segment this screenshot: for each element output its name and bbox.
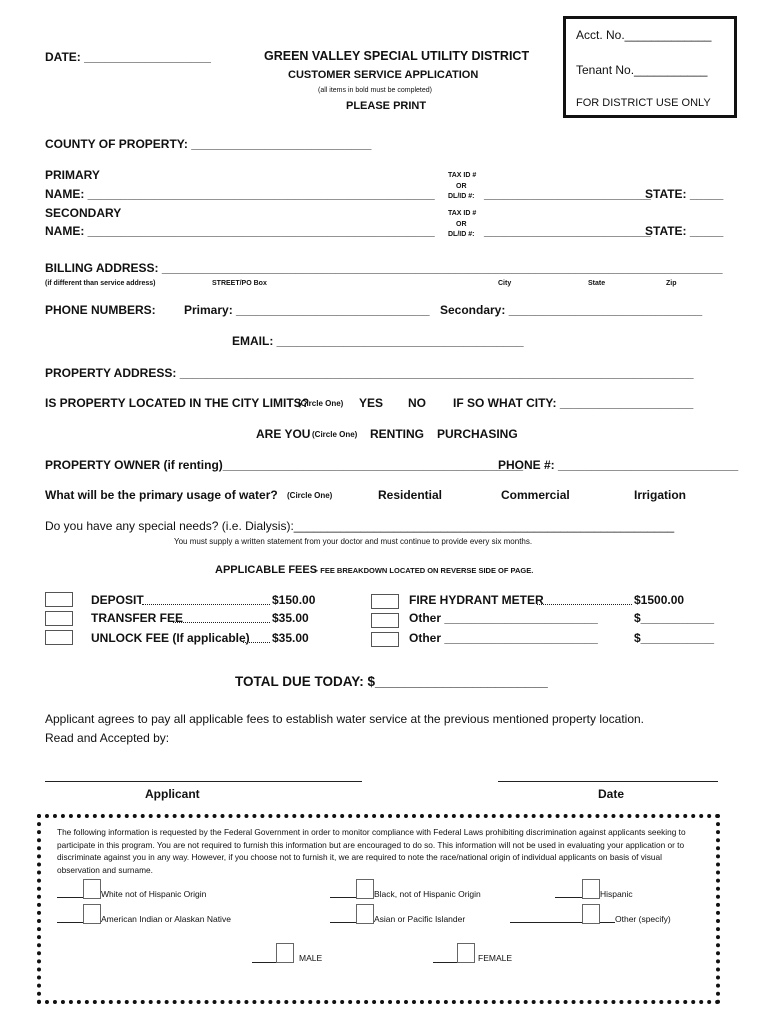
unlock-leader	[243, 642, 270, 643]
usage-irrigation[interactable]: Irrigation	[634, 488, 687, 502]
hispanic-label: Hispanic	[600, 889, 633, 899]
male-line[interactable]	[252, 962, 276, 963]
special-needs-note: You must supply a written statement from your doctor and must continue to provide every six months.	[174, 537, 533, 546]
date-signature-line[interactable]	[498, 781, 718, 782]
applicant-signature-line[interactable]	[45, 781, 362, 782]
secondary-phone-field[interactable]: Secondary: _____________________________	[440, 303, 703, 317]
date-label: Date	[598, 787, 625, 801]
unlock-label: UNLOCK FEE (If applicable)	[91, 631, 250, 645]
white-label: White not of Hispanic Origin	[101, 889, 207, 899]
city-limits-circle-note: (Circle One)	[298, 399, 344, 408]
primary-dl-label: DL/ID #:	[448, 193, 475, 200]
female-line[interactable]	[433, 962, 457, 963]
applicable-fees-title: APPLICABLE FEES	[215, 564, 318, 576]
purchasing-option[interactable]: PURCHASING	[437, 427, 518, 441]
primary-state-field[interactable]: STATE: _____	[645, 187, 724, 201]
are-you-circle-note: (Circle One)	[312, 430, 358, 439]
primary-phone-field[interactable]: Primary: _____________________________	[184, 303, 430, 317]
billing-address-field[interactable]: BILLING ADDRESS: ____________________________________________________________________________________	[45, 261, 723, 275]
district-use-label: FOR DISTRICT USE ONLY	[576, 97, 711, 109]
primary-name-field[interactable]: NAME: ____________________________________________________	[45, 187, 435, 201]
secondary-state-field[interactable]: STATE: _____	[645, 224, 724, 238]
acct-no-field[interactable]: Acct. No._____________	[576, 28, 712, 42]
native-checkbox[interactable]	[83, 904, 101, 924]
phone-numbers-label: PHONE NUMBERS:	[45, 303, 156, 317]
transfer-checkbox[interactable]	[45, 611, 73, 626]
hydrant-amount: $1500.00	[634, 593, 685, 607]
secondary-name-field[interactable]: NAME: ____________________________________________________	[45, 224, 435, 238]
secondary-dl-label: DL/ID #:	[448, 231, 475, 238]
special-needs-field[interactable]: Do you have any special needs? (i.e. Dialysis):_________________________________________________________	[45, 519, 675, 533]
billing-city-label: City	[498, 280, 512, 287]
asian-checkbox[interactable]	[356, 904, 374, 924]
form-title: CUSTOMER SERVICE APPLICATION	[288, 69, 479, 81]
other-race-label: Other (specify)	[615, 914, 671, 924]
primary-or-label: OR	[456, 183, 467, 190]
other1-field[interactable]: Other _______________________	[409, 611, 598, 625]
other2-checkbox[interactable]	[371, 632, 399, 647]
other2-field[interactable]: Other _______________________	[409, 631, 598, 645]
other-race-line-2[interactable]	[600, 922, 615, 923]
deposit-label: DEPOSIT	[91, 593, 144, 607]
tenant-no-field[interactable]: Tenant No.___________	[576, 63, 708, 77]
male-label: MALE	[299, 953, 323, 963]
white-checkbox[interactable]	[83, 879, 101, 899]
native-label: American Indian or Alaskan Native	[101, 914, 231, 924]
deposit-checkbox[interactable]	[45, 592, 73, 607]
applicable-fees-subtitle: – FEE BREAKDOWN LOCATED ON REVERSE SIDE OF PAGE.	[314, 566, 534, 575]
secondary-or-label: OR	[456, 221, 467, 228]
usage-question: What will be the primary usage of water?	[45, 488, 278, 502]
date-field[interactable]: DATE: ___________________	[45, 50, 211, 64]
hydrant-checkbox[interactable]	[371, 594, 399, 609]
other-race-checkbox[interactable]	[582, 904, 600, 924]
other2-amount-field[interactable]: $___________	[634, 631, 715, 645]
district-use-box	[563, 16, 737, 118]
county-field[interactable]: COUNTY OF PROPERTY: ___________________________	[45, 137, 372, 151]
read-accepted-text: Read and Accepted by:	[45, 731, 170, 745]
billing-note: (if different than service address)	[45, 280, 156, 287]
secondary-id-field[interactable]: _________________________	[484, 224, 651, 238]
hydrant-label: FIRE HYDRANT METER	[409, 593, 544, 607]
email-field[interactable]: EMAIL: _____________________________________	[232, 334, 524, 348]
owner-phone-field[interactable]: PHONE #: ___________________________	[498, 458, 739, 472]
hispanic-checkbox[interactable]	[582, 879, 600, 899]
property-owner-field[interactable]: PROPERTY OWNER (if renting)_____________________________________________	[45, 458, 524, 472]
white-line[interactable]	[57, 897, 83, 898]
hydrant-leader	[537, 604, 632, 605]
primary-id-field[interactable]: _________________________	[484, 187, 651, 201]
usage-residential[interactable]: Residential	[378, 488, 443, 502]
are-you-question: ARE YOU	[256, 427, 311, 441]
black-checkbox[interactable]	[356, 879, 374, 899]
agreement-text: Applicant agrees to pay all applicable fees to establish water service at the previous mentioned property location.	[45, 712, 645, 726]
usage-commercial[interactable]: Commercial	[501, 488, 570, 502]
primary-label: PRIMARY	[45, 168, 100, 182]
renting-option[interactable]: RENTING	[370, 427, 424, 441]
please-print: PLEASE PRINT	[346, 100, 427, 112]
billing-street-label: STREET/PO Box	[212, 280, 267, 287]
total-due-field[interactable]: TOTAL DUE TODAY: $_______________________	[235, 674, 548, 689]
hispanic-line[interactable]	[555, 897, 582, 898]
unlock-checkbox[interactable]	[45, 630, 73, 645]
asian-label: Asian or Pacific Islander	[374, 914, 466, 924]
required-note: (all items in bold must be completed)	[318, 87, 432, 94]
billing-zip-label: Zip	[666, 280, 677, 287]
usage-circle-note: (Circle One)	[287, 491, 333, 500]
applicant-label: Applicant	[145, 787, 200, 801]
unlock-amount: $35.00	[272, 631, 309, 645]
transfer-label: TRANSFER FEE	[91, 611, 184, 625]
city-name-field[interactable]: IF SO WHAT CITY: ____________________	[453, 396, 694, 410]
black-label: Black, not of Hispanic Origin	[374, 889, 481, 899]
native-line[interactable]	[57, 922, 83, 923]
other1-checkbox[interactable]	[371, 613, 399, 628]
black-line[interactable]	[330, 897, 356, 898]
other-race-line[interactable]	[510, 922, 582, 923]
transfer-leader	[173, 622, 270, 623]
female-checkbox[interactable]	[457, 943, 475, 963]
federal-notice: The following information is requested by the Federal Government in order to monitor compliance with Federal Laws prohibiting discrimination against applicants seeking to participate in this program. You are not required to furnish this information but are encouraged to do so. This information will not be used in evaluating your application or to discriminate against you in any way. However, if you choose not to furnish it, we are required to note the race/national origin of individual applicants on basis of visual observation and surname.	[57, 827, 686, 875]
other1-amount-field[interactable]: $___________	[634, 611, 715, 625]
property-address-field[interactable]: PROPERTY ADDRESS: _____________________________________________________________________________	[45, 366, 694, 380]
asian-line[interactable]	[330, 922, 356, 923]
transfer-amount: $35.00	[272, 611, 309, 625]
male-checkbox[interactable]	[276, 943, 294, 963]
city-limits-question: IS PROPERTY LOCATED IN THE CITY LIMITS?	[45, 396, 310, 410]
female-label: FEMALE	[478, 953, 513, 963]
billing-state-label: State	[588, 280, 606, 287]
city-limits-no[interactable]: NO	[408, 396, 426, 410]
deposit-leader	[142, 604, 270, 605]
city-limits-yes[interactable]: YES	[359, 396, 384, 410]
primary-tax-label: TAX ID #	[448, 172, 477, 179]
org-title: GREEN VALLEY SPECIAL UTILITY DISTRICT	[264, 49, 530, 63]
secondary-tax-label: TAX ID #	[448, 210, 477, 217]
deposit-amount: $150.00	[272, 593, 316, 607]
secondary-label: SECONDARY	[45, 206, 122, 220]
